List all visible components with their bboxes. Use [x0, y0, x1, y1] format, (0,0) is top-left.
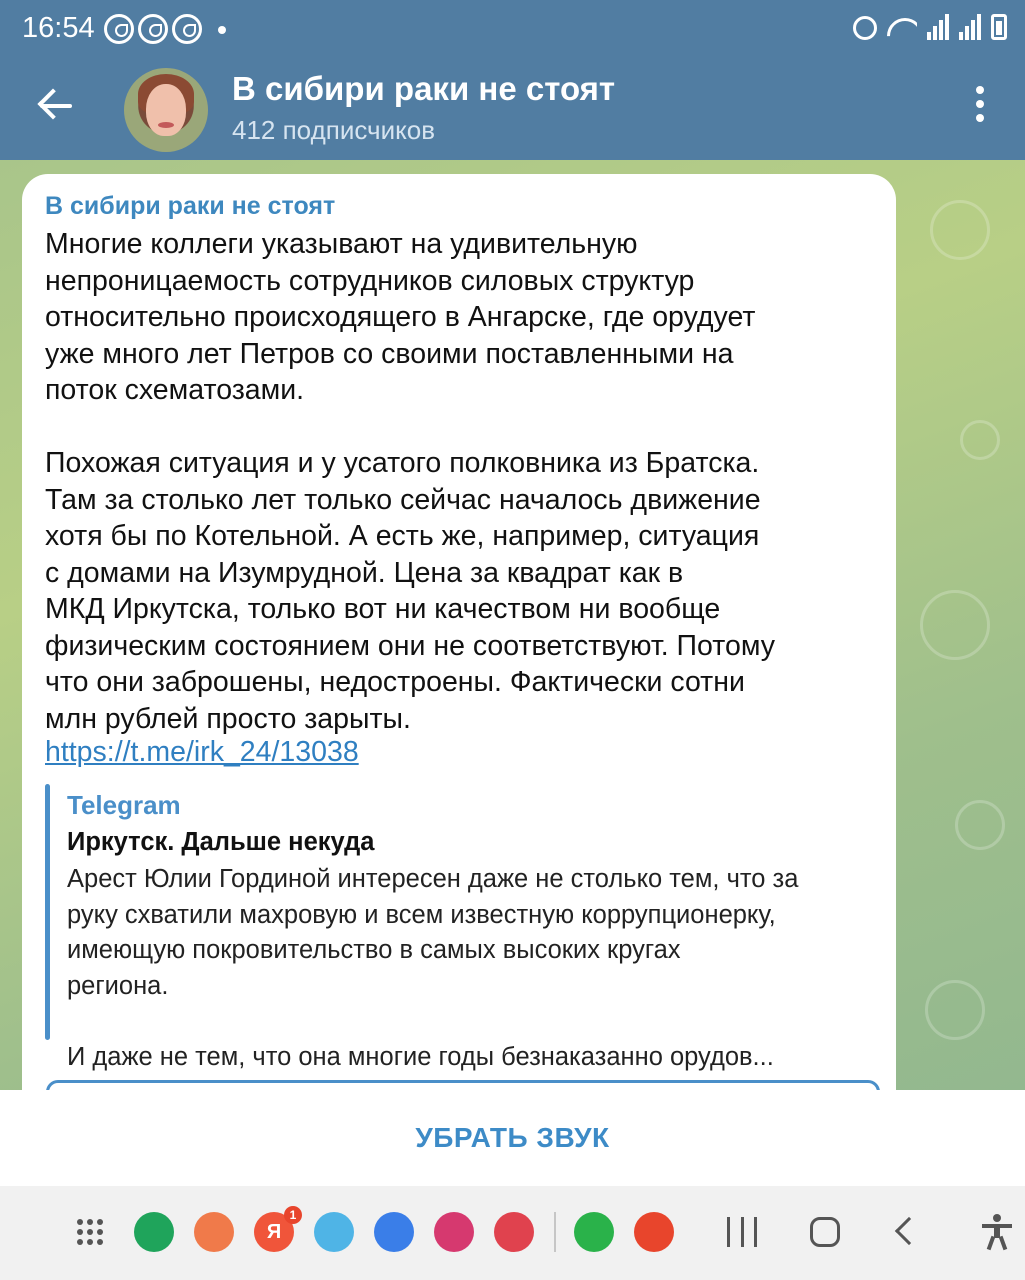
- message-sender: В сибири раки не стоят: [45, 192, 336, 220]
- mute-button-label: УБРАТЬ ЗВУК: [415, 1122, 610, 1153]
- notification-badge: 1: [284, 1206, 302, 1224]
- link-preview[interactable]: [45, 784, 875, 1071]
- navigation-bar: [0, 1186, 1025, 1280]
- viber-notification-icon: [172, 14, 202, 44]
- preview-description: Арест Юлии Гординой интересен даже не столько тем, что за руку схватили махровую и всем известную коррупционерку, имеющую покровительство в самых высоких кругах региона. И даже не тем, что она многие годы безнаказанно орудов...: [67, 865, 799, 1071]
- yandex-icon[interactable]: Я 1: [254, 1212, 294, 1252]
- status-time: 16:54: [22, 12, 95, 44]
- preview-site-name: Telegram: [67, 790, 181, 820]
- phone-icon[interactable]: [134, 1212, 174, 1252]
- message-text: Многие коллеги указывают на удивительную непроницаемость сотрудников силовых структур относительно происходящего в Ангарске, где орудует уже много лет Петров со своими поставленными на поток схематозами. Похожая ситуация и у усатого полковника из Братска. Там за столько лет только сейчас началось движение хотя бы по Котельной. А есть же, например, ситуация с домами на Изумрудной. Цена за квадрат как в МКД Иркутска, только вот ни качеством ни вообще физическим состоянием они не соответствуют. Потому что они заброшены, недостроены. Фактически сотни млн рублей просто зарыты.: [45, 228, 776, 735]
- more-notifications-dot-icon: [218, 26, 226, 34]
- chat-area[interactable]: [0, 160, 1025, 1090]
- contacts-icon[interactable]: [194, 1212, 234, 1252]
- mute-button[interactable]: [0, 1090, 1025, 1186]
- channel-title[interactable]: В сибири раки не стоят: [232, 70, 616, 107]
- camera-icon[interactable]: [494, 1212, 534, 1252]
- wifi-icon: [887, 14, 917, 40]
- system-icons: [853, 14, 1007, 40]
- cloud-icon[interactable]: [314, 1212, 354, 1252]
- wallpaper-doodle: [930, 200, 990, 260]
- notification-icons: [104, 14, 202, 44]
- preview-accent-bar: [45, 784, 50, 1040]
- signal-icon: [927, 14, 949, 40]
- preview-open-button[interactable]: [46, 1080, 880, 1090]
- home-icon[interactable]: [810, 1217, 840, 1247]
- messages-icon[interactable]: [374, 1212, 414, 1252]
- wallpaper-doodle: [955, 800, 1005, 850]
- accessibility-icon[interactable]: [982, 1214, 1012, 1250]
- subscriber-count: 412 подписчиков: [232, 115, 436, 145]
- taskbar-divider: [554, 1212, 556, 1252]
- app-drawer-icon[interactable]: [77, 1219, 103, 1245]
- flower-app-icon[interactable]: [634, 1212, 674, 1252]
- viber-notification-icon: [138, 14, 168, 44]
- gallery-icon[interactable]: [434, 1212, 474, 1252]
- recents-icon[interactable]: [727, 1217, 757, 1247]
- message-bubble[interactable]: [22, 174, 896, 1090]
- chat-header: [0, 60, 1025, 160]
- channel-avatar[interactable]: [124, 68, 208, 152]
- alarm-icon: [853, 16, 877, 40]
- wallpaper-doodle: [920, 590, 990, 660]
- status-bar: [0, 0, 1025, 60]
- wallpaper-doodle: [960, 420, 1000, 460]
- back-arrow-icon[interactable]: [36, 82, 76, 130]
- message-link[interactable]: https://t.me/irk_24/13038: [45, 736, 359, 768]
- battery-icon: [991, 14, 1007, 40]
- nav-back-icon[interactable]: [895, 1217, 923, 1245]
- top-bar: [0, 0, 1025, 160]
- whatsapp-icon[interactable]: [574, 1212, 614, 1252]
- wallpaper-doodle: [925, 980, 985, 1040]
- preview-title: Иркутск. Дальше некуда: [67, 828, 375, 856]
- more-vert-icon[interactable]: [975, 86, 985, 122]
- viber-notification-icon: [104, 14, 134, 44]
- signal-icon: [959, 14, 981, 40]
